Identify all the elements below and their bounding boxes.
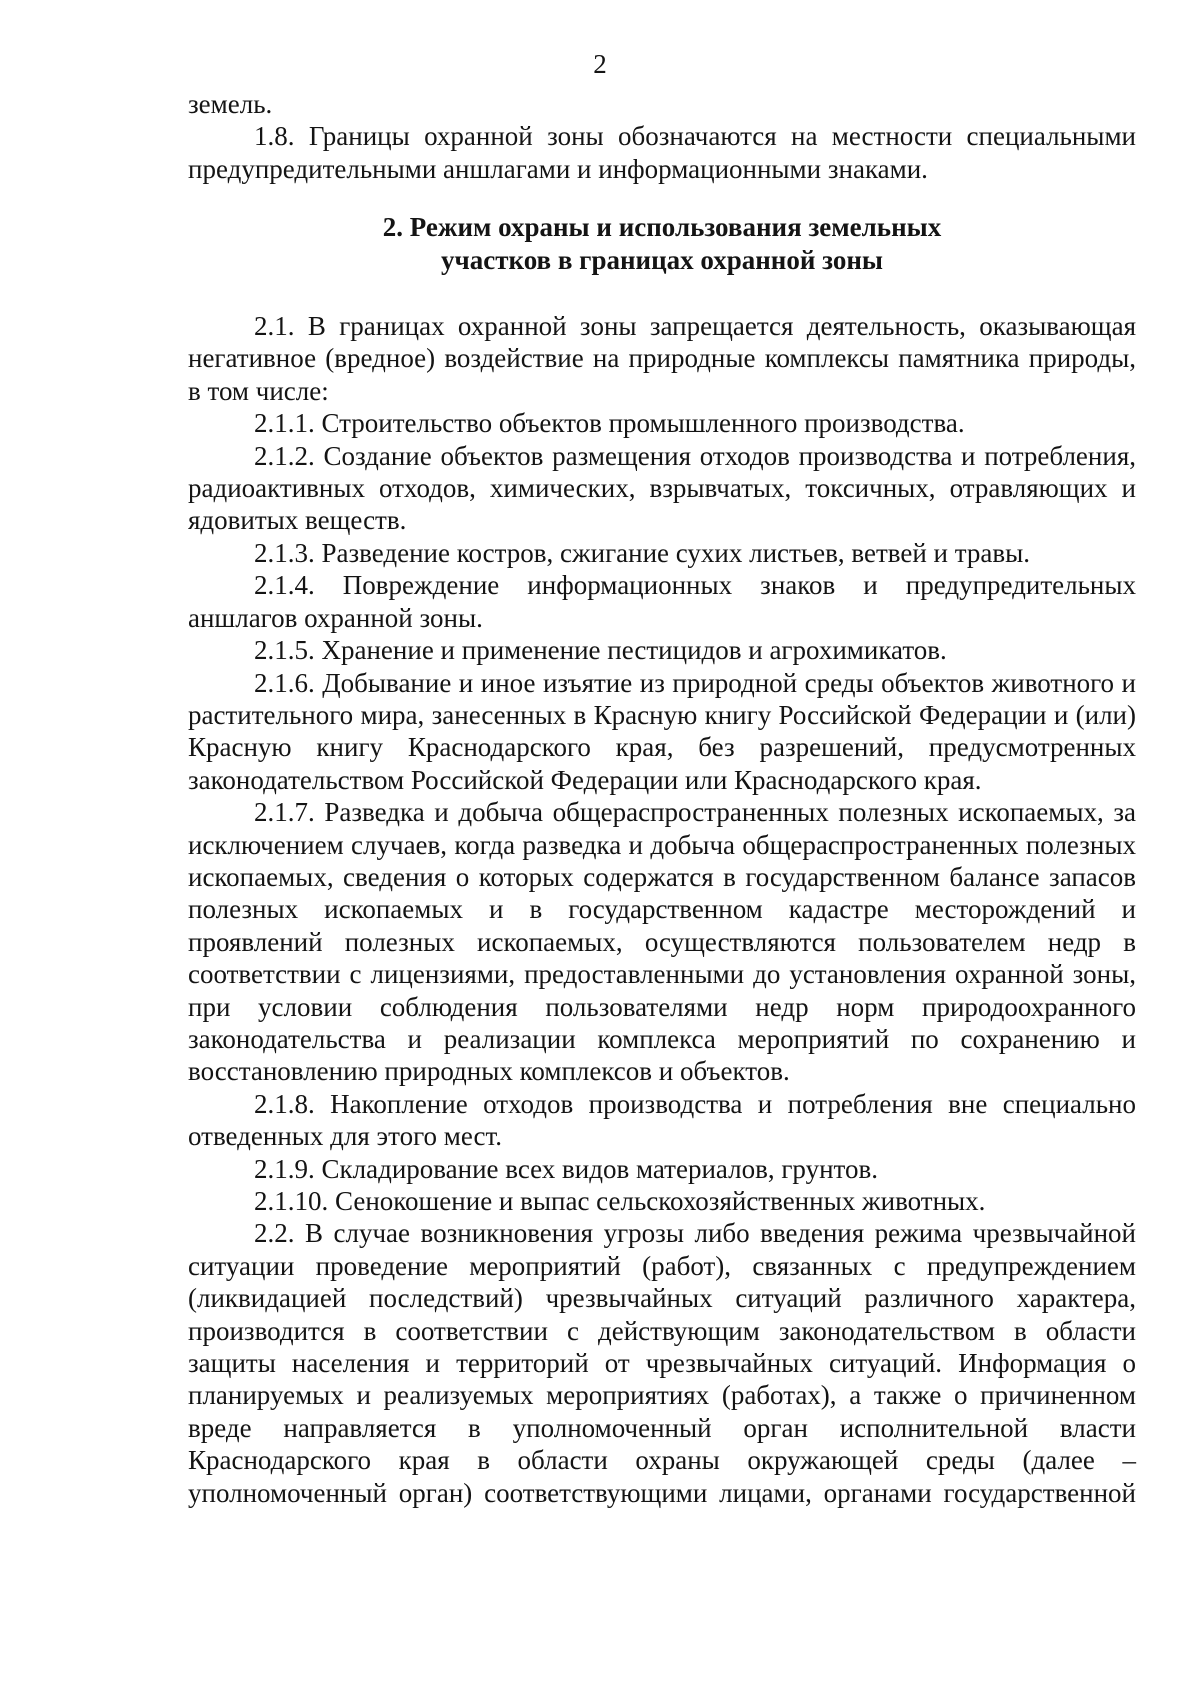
paragraph-2-1-8: 2.1.8. Накопление отходов производства и потребления вне специально отведенных для этого мест. xyxy=(188,1088,1136,1152)
document-body xyxy=(188,88,1136,1509)
paragraph-2-1-7: 2.1.7. Разведка и добыча общераспространенных полезных ископаемых, за исключением случаев, когда разведка и добыча общераспространенных полезных ископаемых, сведения о которых содержатся в государственном балансе запасов полезных ископаемых и в государственном кадастре месторождений и проявлений полезных ископаемых, осуществляются пользователем недр в соответствии с лицензиями, предоставленными до установления охранной зоны, при условии соблюдения пользователями недр норм природоохранного законодательства и реализации комплекса мероприятий по сохранению и восстановлению природных комплексов и объектов. xyxy=(188,797,1136,1087)
paragraph-2-1-5: 2.1.5. Хранение и применение пестицидов и агрохимикатов. xyxy=(254,635,947,666)
paragraph-2-1-1: 2.1.1. Строительство объектов промышленного производства. xyxy=(254,408,965,439)
paragraph-2-1-10: 2.1.10. Сенокошение и выпас сельскохозяйственных животных. xyxy=(254,1186,986,1216)
section-heading-line-2: участков в границах охранной зоны xyxy=(441,244,883,275)
paragraph-1-8: 1.8. Границы охранной зоны обозначаются на местности специальными предупредительными аншлагами и информационными знаками. xyxy=(188,121,1136,184)
paragraph-2-1-6: 2.1.6. Добывание и иное изъятие из природной среды объектов животного и растительного мира, занесенных в Красную книгу Российской Федерации и (или) Красную книгу Краснодарского края, без разрешений, предусмотренных законодательством Российской Федерации или Краснодарского края. xyxy=(188,667,1136,795)
paragraph-2-1: 2.1. В границах охранной зоны запрещается деятельность, оказывающая негативное (вредное) воздействие на природные комплексы памятника природы, в том числе: xyxy=(188,311,1136,406)
paragraph-2-1-3: 2.1.3. Разведение костров, сжигание сухих листьев, ветвей и травы. xyxy=(254,537,1030,568)
paragraph-2-2: 2.2. В случае возникновения угрозы либо введения режима чрезвычайной ситуации проведение мероприятий (работ), связанных с предупреждением (ликвидацией последствий) чрезвычайных ситуаций различного характера, производится в соответствии с действующим законодательством в области защиты населения и территорий от чрезвычайных ситуаций. Информация о планируемых и реализуемых мероприятиях (работах), а также о причиненном вреде направляется в уполномоченный орган исполнительной власти Краснодарского края в области охраны окружающей среды (далее – уполномоченный орган) соответствующими лицами, органами государственной xyxy=(188,1218,1136,1508)
section-heading xyxy=(188,211,1136,276)
page-number: 2 xyxy=(593,49,607,79)
continuation-paragraph: земель. xyxy=(188,89,273,119)
paragraph-2-1-4: 2.1.4. Повреждение информационных знаков и предупредительных аншлагов охранной зоны. xyxy=(188,570,1136,633)
paragraph-2-1-9: 2.1.9. Складирование всех видов материалов, грунтов. xyxy=(254,1153,878,1184)
section-heading-line-1: 2. Режим охраны и использования земельных xyxy=(382,212,942,243)
paragraph-2-1-2: 2.1.2. Создание объектов размещения отходов производства и потребления, радиоактивных отходов, химических, взрывчатых, токсичных, отравляющих и ядовитых веществ. xyxy=(188,440,1136,536)
